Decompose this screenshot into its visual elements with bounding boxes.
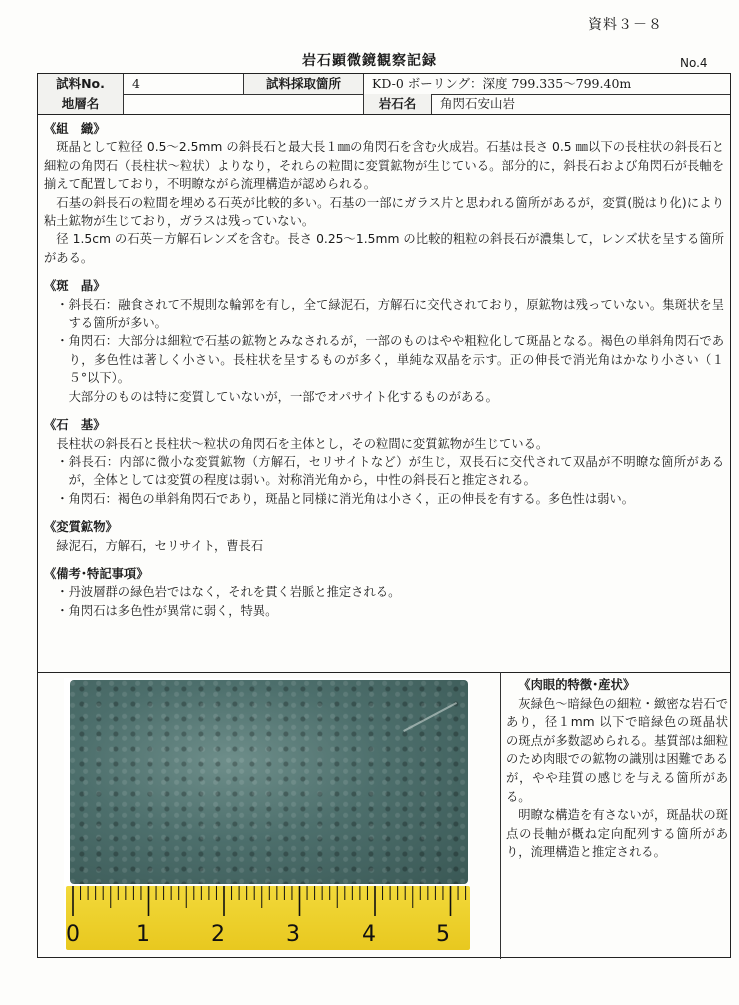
groundmass-item: ・斜長石：内部に微小な変質鉱物（方解石，セリサイトなど）が生じ，双長石に交代されて双晶が不明瞭な箇所があるが，全体としては変質の程度は弱い。対称消光角から，中性の斜長石と推定される。 xyxy=(56,454,724,488)
phenocryst-item-continued: 大部分のものは特に変質していないが，一部でオパサイト化するものがある。 xyxy=(68,389,498,404)
macro-paragraph: 灰緑色～暗緑色の細粒・緻密な岩石であり，径１mm 以下で暗緑色の斑晶状の斑点が多数認められる。基質部は細粒のため肉眼での鉱物の識別は困難であるが，やや珪質の感じを与える箇所がある。 xyxy=(506,696,728,804)
rock-name-value: 角閃石安山岩 xyxy=(440,96,516,111)
macro-paragraph: 明瞭な構造を有さないが，斑晶状の斑点の長軸が概ね定向配列する箇所があり，流理構造と推定される。 xyxy=(506,808,728,860)
phenocryst-item: ・角閃石：大部分は細粒で石基の鉱物とみなされるが，一部のものはやや粗粒化して斑晶となる。褐色の単斜角閃石であり，多色性は著しく小さい。長柱状を呈するものが多く，単純な双晶を示す。正の伸長で消光角はかなり小さい（１５°以下）。 xyxy=(56,334,724,386)
alteration-heading: 《変質鉱物》 xyxy=(44,520,118,535)
sample-no-value: 4 xyxy=(124,74,244,94)
page-title: 岩石顕微鏡観察記録 xyxy=(302,53,437,69)
texture-paragraph: 斑晶として粒径 0.5～2.5mm の斜長石と最大長１㎜の角閃石を含む火成岩。石基は長さ 0.5 ㎜以下の長柱状の斜長石と細粒の角閃石（長柱状～粒状）よりなり，それらの粒間に変質鉱物が生じている。部分的に，斜長石および角閃石が長軸を揃えて配置しており，不明瞭ながら流理構造が認められる。 xyxy=(44,140,724,192)
section-divider xyxy=(38,672,730,673)
texture-heading: 《組 織》 xyxy=(44,122,106,136)
sample-no-label: 試料No. xyxy=(38,74,124,94)
macro-features-panel xyxy=(506,676,728,862)
ruler-number: 0 xyxy=(66,922,80,947)
ruler-number: 3 xyxy=(286,922,300,947)
location-value: KD-0 ボーリング：深度 799.335～799.40m xyxy=(372,76,632,91)
stratum-label: 地層名 xyxy=(38,94,124,114)
document-code: 資料３－８ xyxy=(588,17,663,33)
record-form xyxy=(37,73,731,958)
ruler-number: 5 xyxy=(436,922,450,947)
phenocryst-heading: 《斑 晶》 xyxy=(44,279,106,294)
header-row-1 xyxy=(38,74,730,95)
macro-heading: 《肉眼的特徴･産状》 xyxy=(518,678,636,692)
texture-paragraph: 石基の斜長石の粒間を埋める石英が比較的多い。石基の一部にガラス片と思われる箇所があるが，変質(脱はり化)により粘土鉱物が生じており，ガラスは残っていない。 xyxy=(44,195,724,229)
phenocryst-item: ・斜長石：融食されて不規則な輪郭を有し，全て緑泥石，方解石に交代されており，原鉱物は残っていない。集斑状を呈する箇所が多い。 xyxy=(56,297,724,331)
ruler-ticks xyxy=(66,886,470,926)
groundmass-heading: 《石 基》 xyxy=(44,418,106,433)
rock-name-label: 岩石名 xyxy=(364,94,432,114)
ruler-number: 4 xyxy=(362,922,376,947)
location-label: 試料採取箇所 xyxy=(244,74,364,94)
texture-paragraph: 径 1.5cm の石英－方解石レンズを含む。長さ 0.25～1.5mm の比較的粗粒の斜長石が濃集して，レンズ状を呈する箇所がある。 xyxy=(44,232,724,265)
groundmass-intro: 長柱状の斜長石と長柱状～粒状の角閃石を主体とし，その粒間に変質鉱物が生じている。 xyxy=(56,436,549,451)
alteration-minerals: 緑泥石，方解石，セリサイト，曹長石 xyxy=(56,538,264,553)
specimen-photo xyxy=(64,678,470,950)
record-number: No.4 xyxy=(680,56,708,70)
column-divider xyxy=(500,672,501,959)
scale-ruler xyxy=(66,886,470,950)
observation-body xyxy=(38,116,730,674)
remarks-item: ・角閃石は多色性が異常に弱く，特異。 xyxy=(56,603,278,618)
rock-vein xyxy=(403,702,457,731)
groundmass-item: ・角閃石：褐色の単斜角閃石であり，斑晶と同様に消光角は小さく，正の伸長を有する。多色性は弱い。 xyxy=(56,491,635,506)
remarks-heading: 《備考･特記事項》 xyxy=(44,566,149,581)
stratum-value xyxy=(124,94,364,114)
header-row-2 xyxy=(38,94,730,115)
ruler-number: 2 xyxy=(211,922,225,947)
rock-specimen-image xyxy=(70,680,468,884)
remarks-item: ・丹波層群の緑色岩ではなく，それを貫く岩脈と推定される。 xyxy=(56,585,401,600)
ruler-number: 1 xyxy=(136,922,150,947)
